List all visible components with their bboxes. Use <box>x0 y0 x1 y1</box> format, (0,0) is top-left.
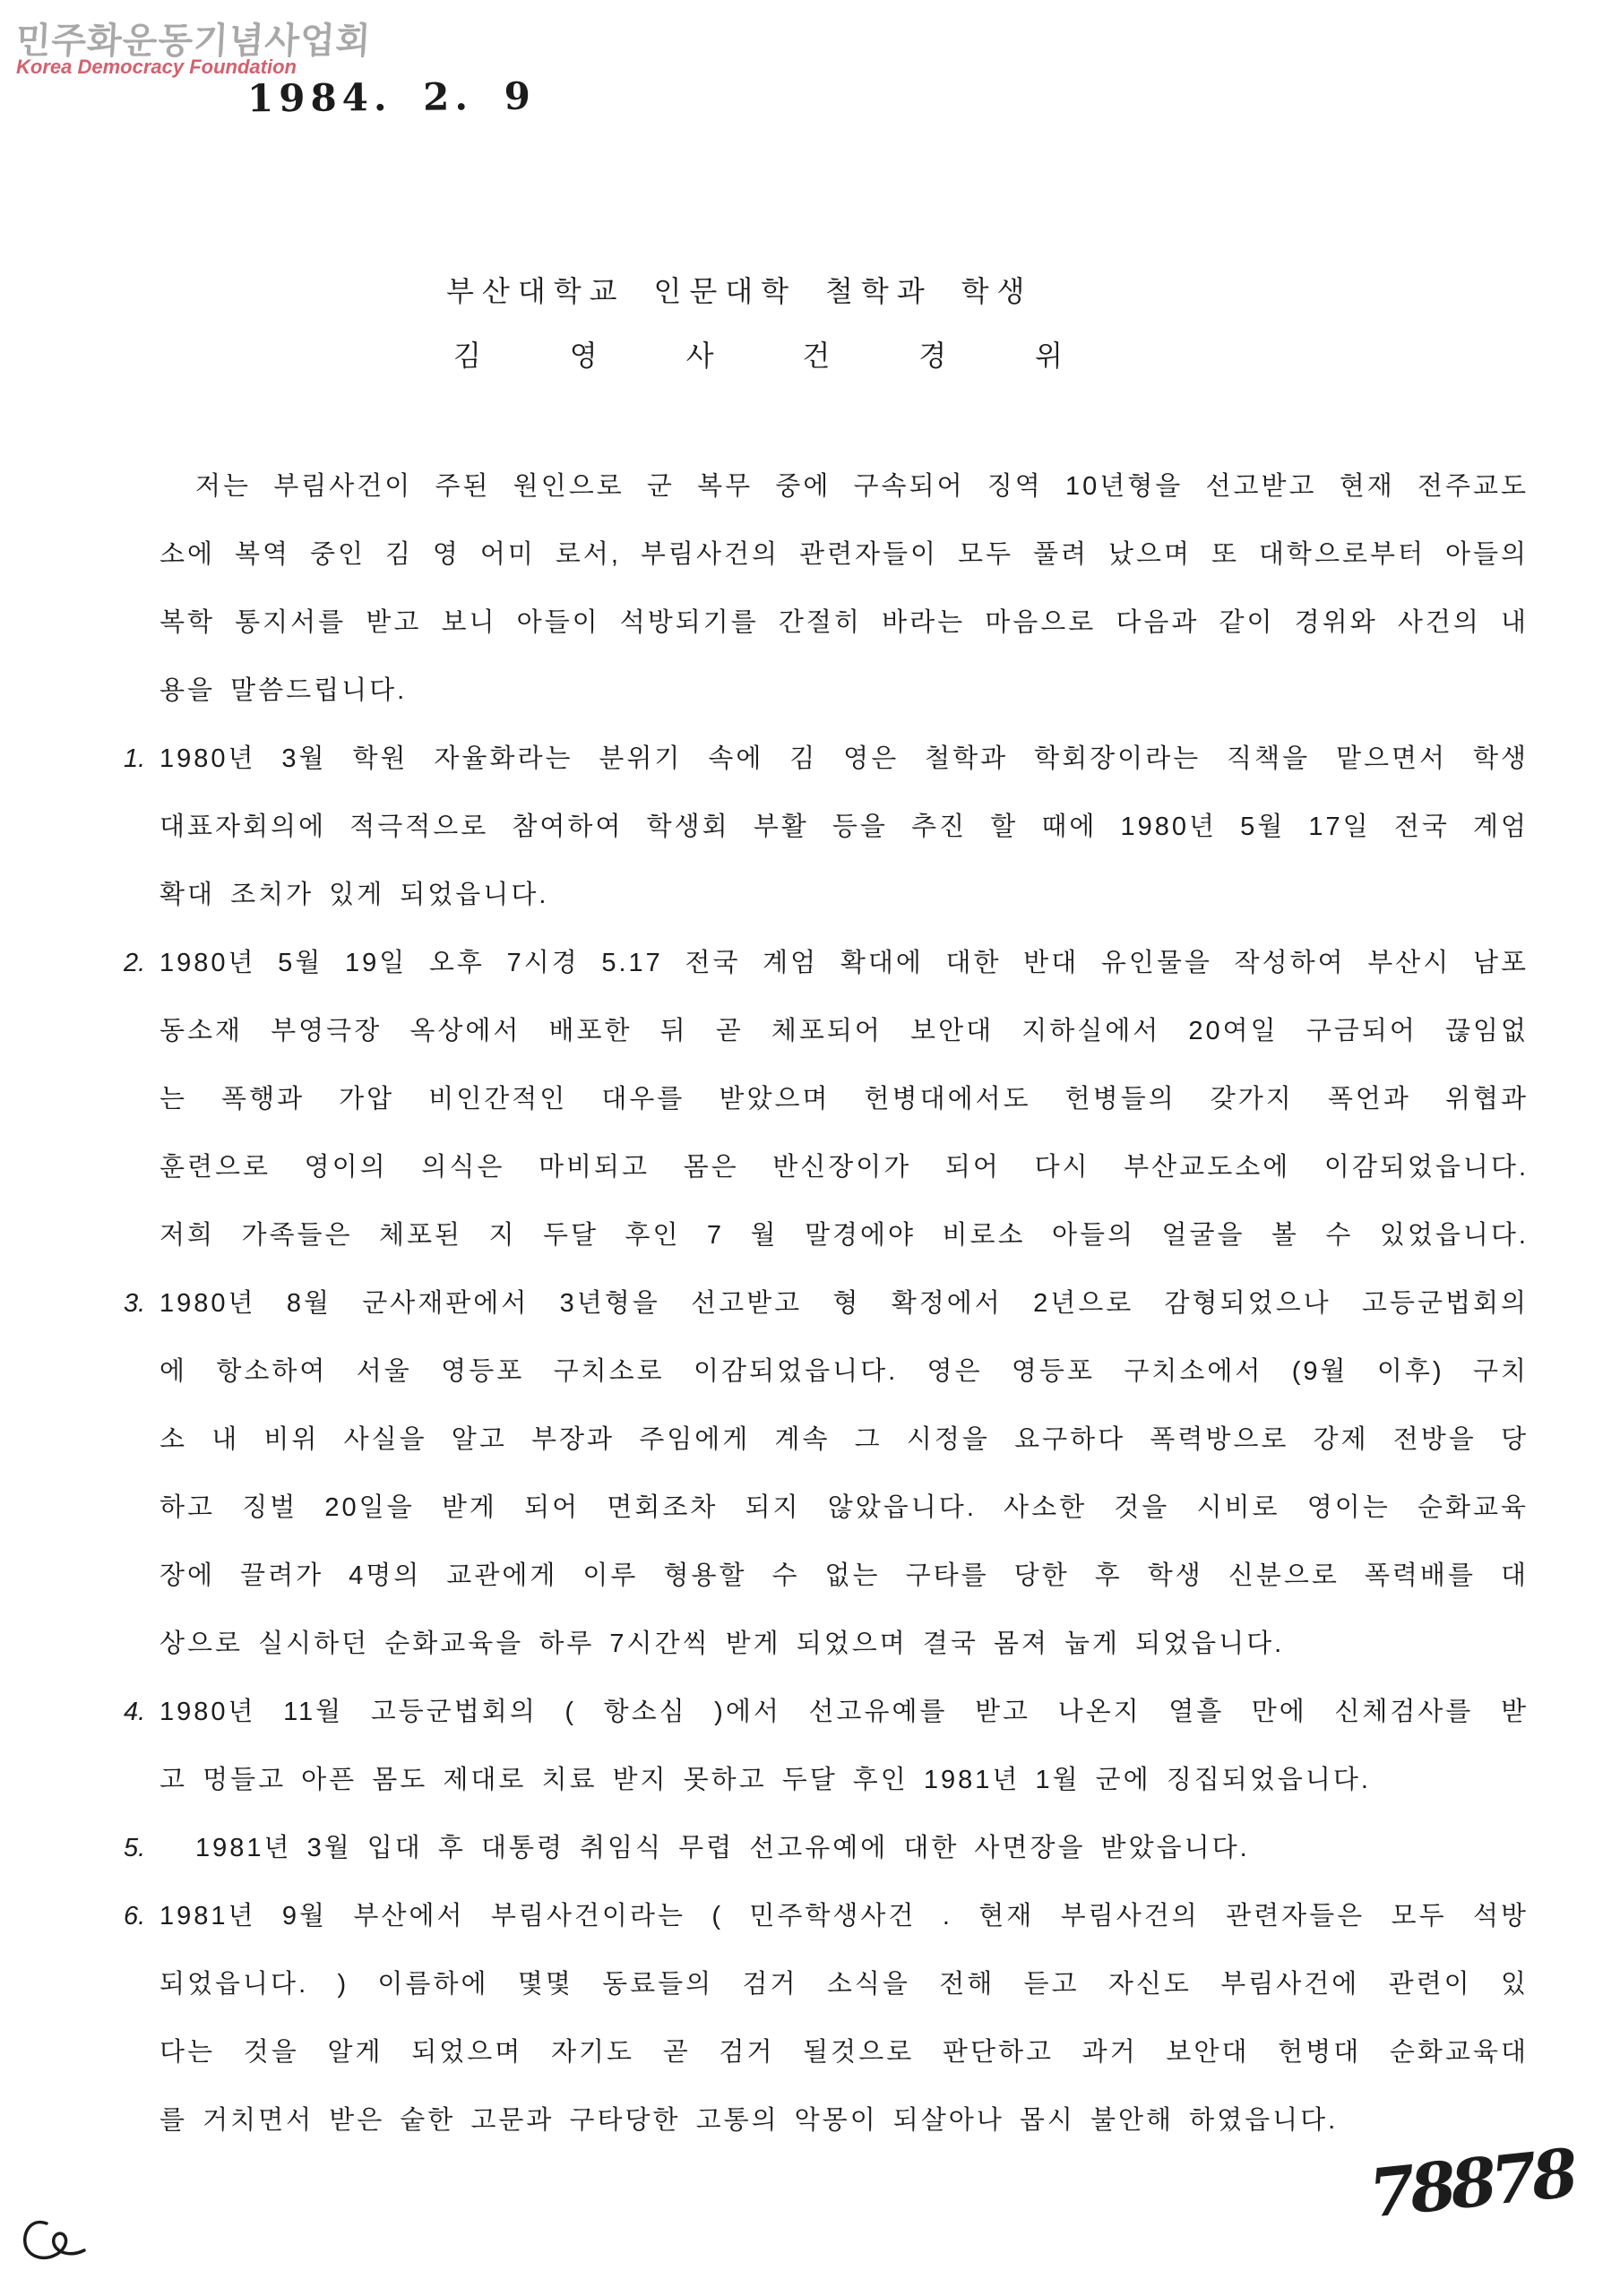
item-line: 장에 끌려가 4명의 교관에게 이루 형용할 수 없는 구타를 당한 후 학생 신분으로 폭력배를 대 <box>159 1561 1529 1590</box>
item-number: 5. <box>124 1834 146 1862</box>
item-line: 는 폭행과 가압 비인간적인 대우를 받았으며 헌병대에서도 헌병들의 갖가지 폭언과 위협과 <box>159 1085 1529 1114</box>
item-number: 6. <box>124 1902 146 1931</box>
item-line: 되었읍니다. ) 이름하에 몇몇 동료들의 검거 소식을 전해 듣고 자신도 부림사건에 관련이 있 <box>159 1970 1529 1999</box>
foundation-logo-english: Korea Democracy Foundation <box>16 56 297 78</box>
item-line: 1980년 11월 고등군법회의 ( 항소심 )에서 선고유예를 받고 나온지 열흘 만에 신체검사를 받 <box>159 1698 1529 1726</box>
item-line: 상으로 실시하던 순화교육을 하루 7시간씩 받게 되었으며 결국 몸져 눕게 되었읍니다. <box>159 1630 1285 1658</box>
document-body <box>124 452 1529 2154</box>
item-line: 확대 조치가 있게 되었읍니다. <box>159 881 549 909</box>
item-line: 1980년 5월 19일 오후 7시경 5.17 전국 계엄 확대에 대한 반대 유인물을 작성하여 부산시 남포 <box>159 949 1529 977</box>
item-line: 를 거치면서 받은 숱한 고문과 구타당한 고통의 악몽이 되살아나 몹시 불안해 하였읍니다. <box>159 2106 1339 2135</box>
numbered-item-4 <box>124 1678 1529 1814</box>
intro-line: 소에 복역 중인 김 영 어미 로서, 부림사건의 관련자들이 모두 풀려 났으며 또 대학으로부터 아들의 <box>159 540 1529 569</box>
item-line: 1980년 8월 군사재판에서 3년형을 선고받고 형 확정에서 2년으로 감형되었으나 고등군법회의 <box>159 1289 1529 1318</box>
item-line: 하고 징벌 20일을 받게 되어 면회조차 되지 않았읍니다. 사소한 것을 시비로 영이는 순화교육 <box>159 1493 1529 1522</box>
item-line: 1980년 3월 학원 자율화라는 분위기 속에 김 영은 철학과 학회장이라는 직책을 맡으면서 학생 <box>159 744 1529 773</box>
handwritten-date: 1984. 2. 9 <box>246 73 537 121</box>
numbered-item-2 <box>124 929 1529 1269</box>
item-line: 다는 것을 알게 되었으며 자기도 곧 검거 될것으로 판단하고 과거 보안대 헌병대 순화교육대 <box>159 2038 1529 2067</box>
item-line: 1981년 9월 부산에서 부림사건이라는 ( 민주학생사건 . 현재 부림사건의 관련자들은 모두 석방 <box>159 1902 1529 1931</box>
item-line: 훈련으로 영이의 의식은 마비되고 몸은 반신장이가 되어 다시 부산교도소에 이감되었읍니다. <box>159 1153 1529 1182</box>
item-number: 1. <box>124 744 146 773</box>
numbered-item-3 <box>124 1269 1529 1678</box>
item-line: 대표자회의에 적극적으로 참여하여 학생회 부활 등을 추진 할 때에 1980년 5월 17일 전국 계엄 <box>159 813 1529 841</box>
item-line: 1981년 3월 입대 후 대통령 취임식 무렵 선고유예에 대한 사면장을 받았읍니다. <box>195 1834 1250 1862</box>
item-line: 소 내 비위 사실을 알고 부장과 주임에게 계속 그 시정을 요구하다 폭력방으로 강제 전방을 당 <box>159 1425 1529 1454</box>
item-number: 2. <box>124 949 146 977</box>
numbered-item-5 <box>124 1814 1529 1882</box>
document-title-line2: 김 영 사 건 경 위 <box>453 340 1070 372</box>
intro-line: 용을 말씀드립니다. <box>159 676 408 705</box>
item-line: 동소재 부영극장 옥상에서 배포한 뒤 곧 체포되어 보안대 지하실에서 20여일 구금되어 끊임없 <box>159 1017 1529 1045</box>
intro-line: 저는 부림사건이 주된 원인으로 군 복무 중에 구속되어 징역 10년형을 선고받고 현재 전주교도 <box>195 472 1529 501</box>
item-line: 에 항소하여 서울 영등포 구치소로 이감되었읍니다. 영은 영등포 구치소에서 (9월 이후) 구치 <box>159 1357 1529 1386</box>
intro-paragraph <box>159 452 1529 725</box>
handwritten-scribble-mark <box>20 2211 100 2270</box>
intro-line: 복학 통지서를 받고 보니 아들이 석방되기를 간절히 바라는 마음으로 다음과 같이 경위와 사건의 내 <box>159 608 1529 637</box>
item-number: 4. <box>124 1698 146 1726</box>
numbered-item-1 <box>124 725 1529 929</box>
item-number: 3. <box>124 1289 146 1318</box>
item-line: 고 멍들고 아픈 몸도 제대로 치료 받지 못하고 두달 후인 1981년 1월 군에 징집되었읍니다. <box>159 1766 1371 1794</box>
item-line: 저희 가족들은 체포된 지 두달 후인 7 월 말경에야 비로소 아들의 얼굴을 볼 수 있었읍니다. <box>159 1221 1529 1250</box>
document-title-line1: 부산대학교 인문대학 철학과 학생 <box>446 275 1033 307</box>
numbered-item-6 <box>124 1882 1529 2154</box>
foundation-logo-korean: 민주화운동기념사업회 <box>14 21 373 61</box>
handwritten-archive-number: 78878 <box>1366 2135 1577 2233</box>
